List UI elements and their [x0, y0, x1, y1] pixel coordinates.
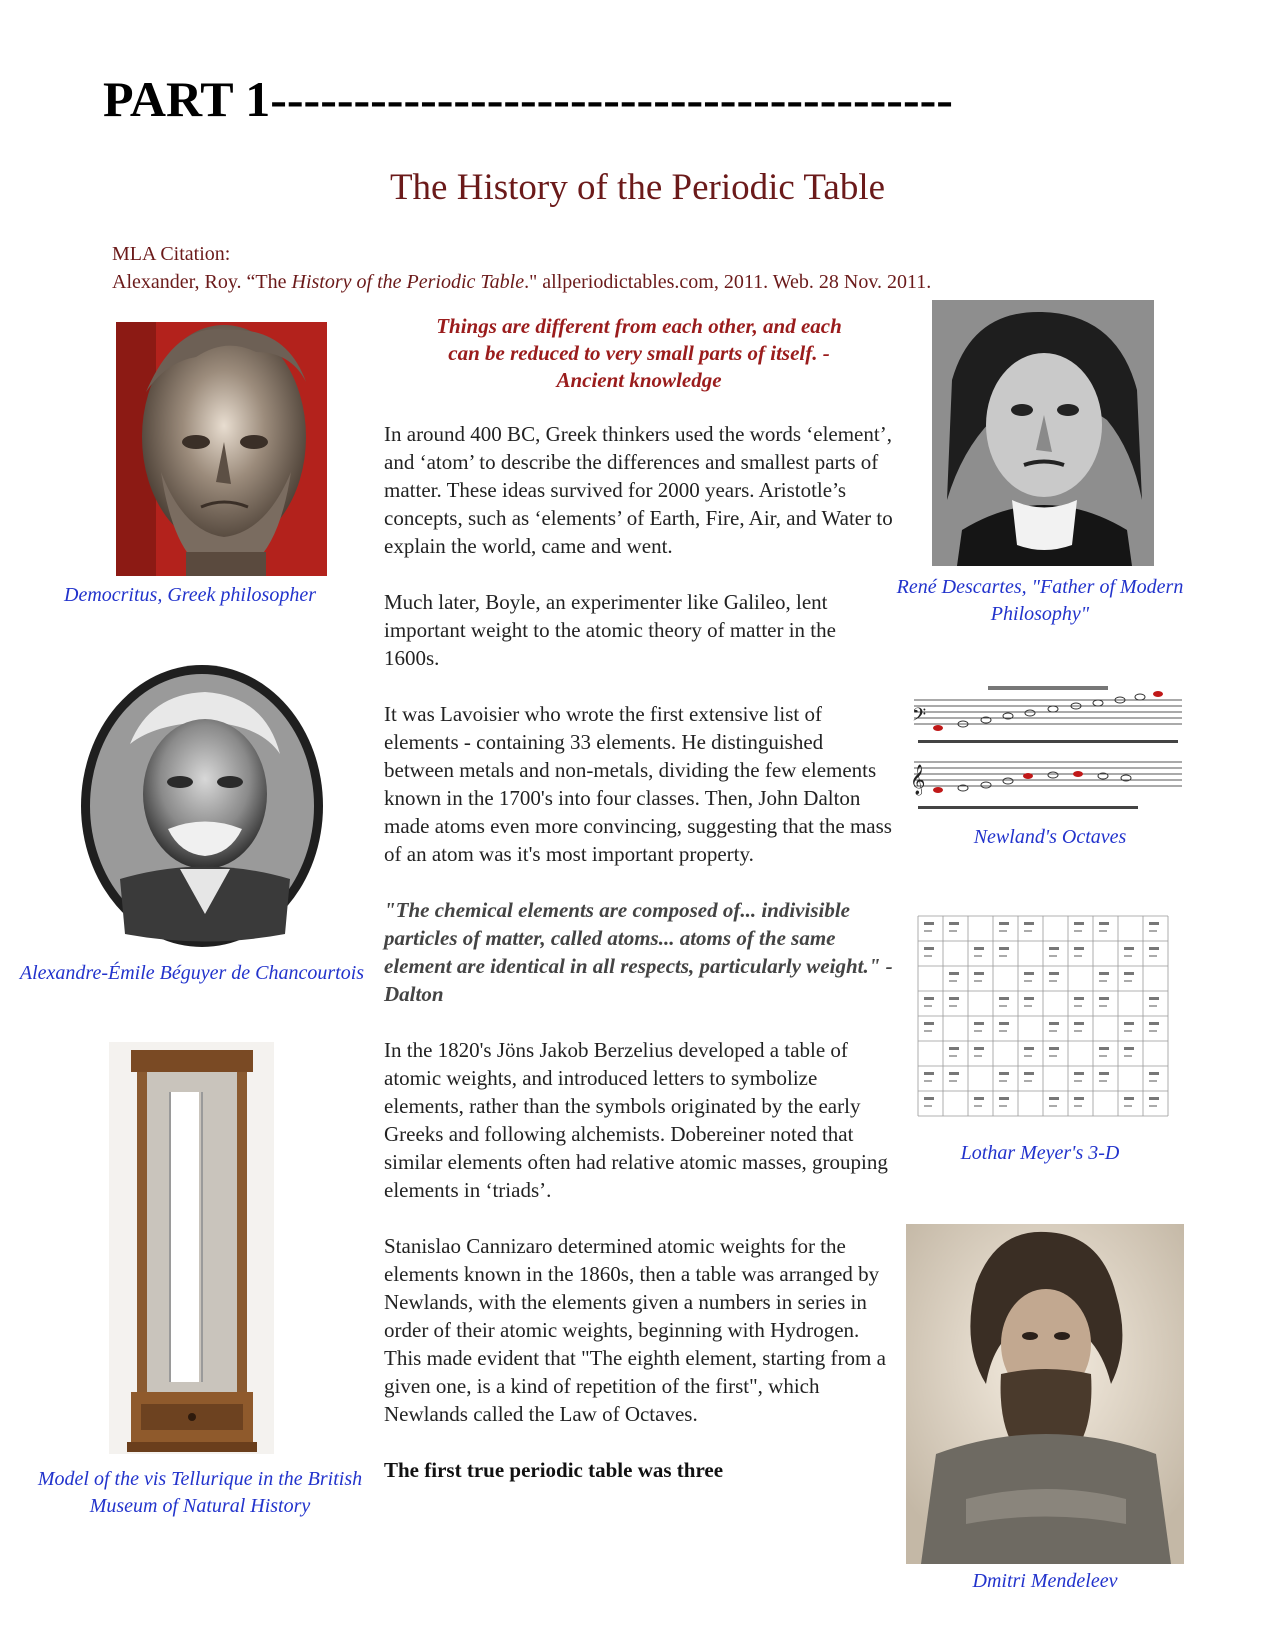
- paragraph-first-periodic-table: The first true periodic table was three: [384, 1458, 724, 1482]
- citation-source-title: History of the Periodic Table: [291, 271, 525, 293]
- caption-line: Museum of Natural History: [89, 1495, 311, 1517]
- ancient-knowledge-quote: [384, 313, 894, 394]
- democritus-caption: Democritus, Greek philosopher: [64, 584, 316, 606]
- paragraph-berzelius: In the 1820's Jöns Jakob Berzelius developed a table of atomic weights, and introduced letters to symbolize elements, rather than the symbols originated by the early Greeks and following alchemists. Dobereiner noted that similar elements often had relative atomic masses, grouping elements in ‘triads’.: [384, 1038, 888, 1202]
- paragraph-cannizaro: Stanislao Cannizaro determined atomic weights for the elements known in the 1860s, then a table was arranged by Newlands, with the elements given a numbers in series in order of their atomic weights, beginning with Hydrogen. This made evident that "The eighth element, starting from a given one, is a kind of repetition of the first", which Newlands called the Law of Octaves.: [384, 1234, 886, 1426]
- chancourtois-portrait: [80, 664, 325, 948]
- citation-label: MLA Citation:: [112, 243, 231, 265]
- newlands-octaves-image: [908, 682, 1188, 820]
- mendeleev-photo: [906, 1224, 1184, 1564]
- part-heading: PART 1-----------------------------------------: [103, 71, 953, 127]
- lothar-meyer-caption: Lothar Meyer's 3-D: [960, 1142, 1120, 1164]
- page-title: The History of the Periodic Table: [389, 167, 886, 208]
- democritus-photo: [116, 322, 327, 576]
- svg-text:𝄢: 𝄢: [912, 705, 927, 730]
- citation-author: Alexander, Roy. “The: [112, 271, 292, 293]
- caption-line: Model of the vis Tellurique in the British: [37, 1468, 363, 1490]
- lothar-meyer-table-image: [908, 910, 1176, 1130]
- quote-line: can be reduced to very small parts of itself. -: [448, 341, 830, 365]
- caption-line: René Descartes, "Father of Modern: [896, 576, 1184, 598]
- quote-line: Things are different from each other, and each: [436, 314, 842, 338]
- newlands-caption: Newland's Octaves: [973, 826, 1127, 848]
- paragraph-boyle: Much later, Boyle, an experimenter like Galileo, lent important weight to the atomic theory of matter in the 1600s.: [384, 590, 836, 670]
- descartes-photo: [932, 300, 1154, 566]
- paragraph-lavoisier: It was Lavoisier who wrote the first extensive list of elements - containing 33 elements. He distinguished between metals and non-metals, dividing the few elements known in the 1700's into four classes. Then, John Dalton made atoms even more convincing, suggesting that the mass of an atom was it's most important property.: [384, 702, 892, 866]
- vis-tellurique-photo: [109, 1042, 274, 1454]
- quote-line: Ancient knowledge: [556, 368, 722, 392]
- mendeleev-caption: Dmitri Mendeleev: [972, 1570, 1118, 1592]
- citation-text: [112, 268, 931, 296]
- citation-publication: ." allperiodictables.com, 2011. Web. 28 Nov. 2011.: [524, 271, 932, 293]
- dalton-quote: "The chemical elements are composed of... indivisible particles of matter, called atoms... atoms of the same element are identical in all respects, particularly weight." - Dalton: [384, 898, 893, 1006]
- citation: [112, 240, 931, 296]
- main-text-column: [384, 313, 894, 1484]
- vis-tellurique-caption: [20, 1466, 380, 1520]
- caption-line: Philosophy": [990, 603, 1090, 625]
- descartes-caption: [880, 574, 1200, 628]
- paragraph-greek-thinkers: In around 400 BC, Greek thinkers used the words ‘element’, and ‘atom’ to describe the differences and smallest parts of matter. These ideas survived for 2000 years. Aristotle’s concepts, such as ‘elements’ of Earth, Fire, Air, and Water to explain the world, came and went.: [384, 422, 893, 558]
- svg-text:𝄞: 𝄞: [910, 765, 926, 795]
- chancourtois-caption: Alexandre-Émile Béguyer de Chancourtois: [19, 962, 365, 984]
